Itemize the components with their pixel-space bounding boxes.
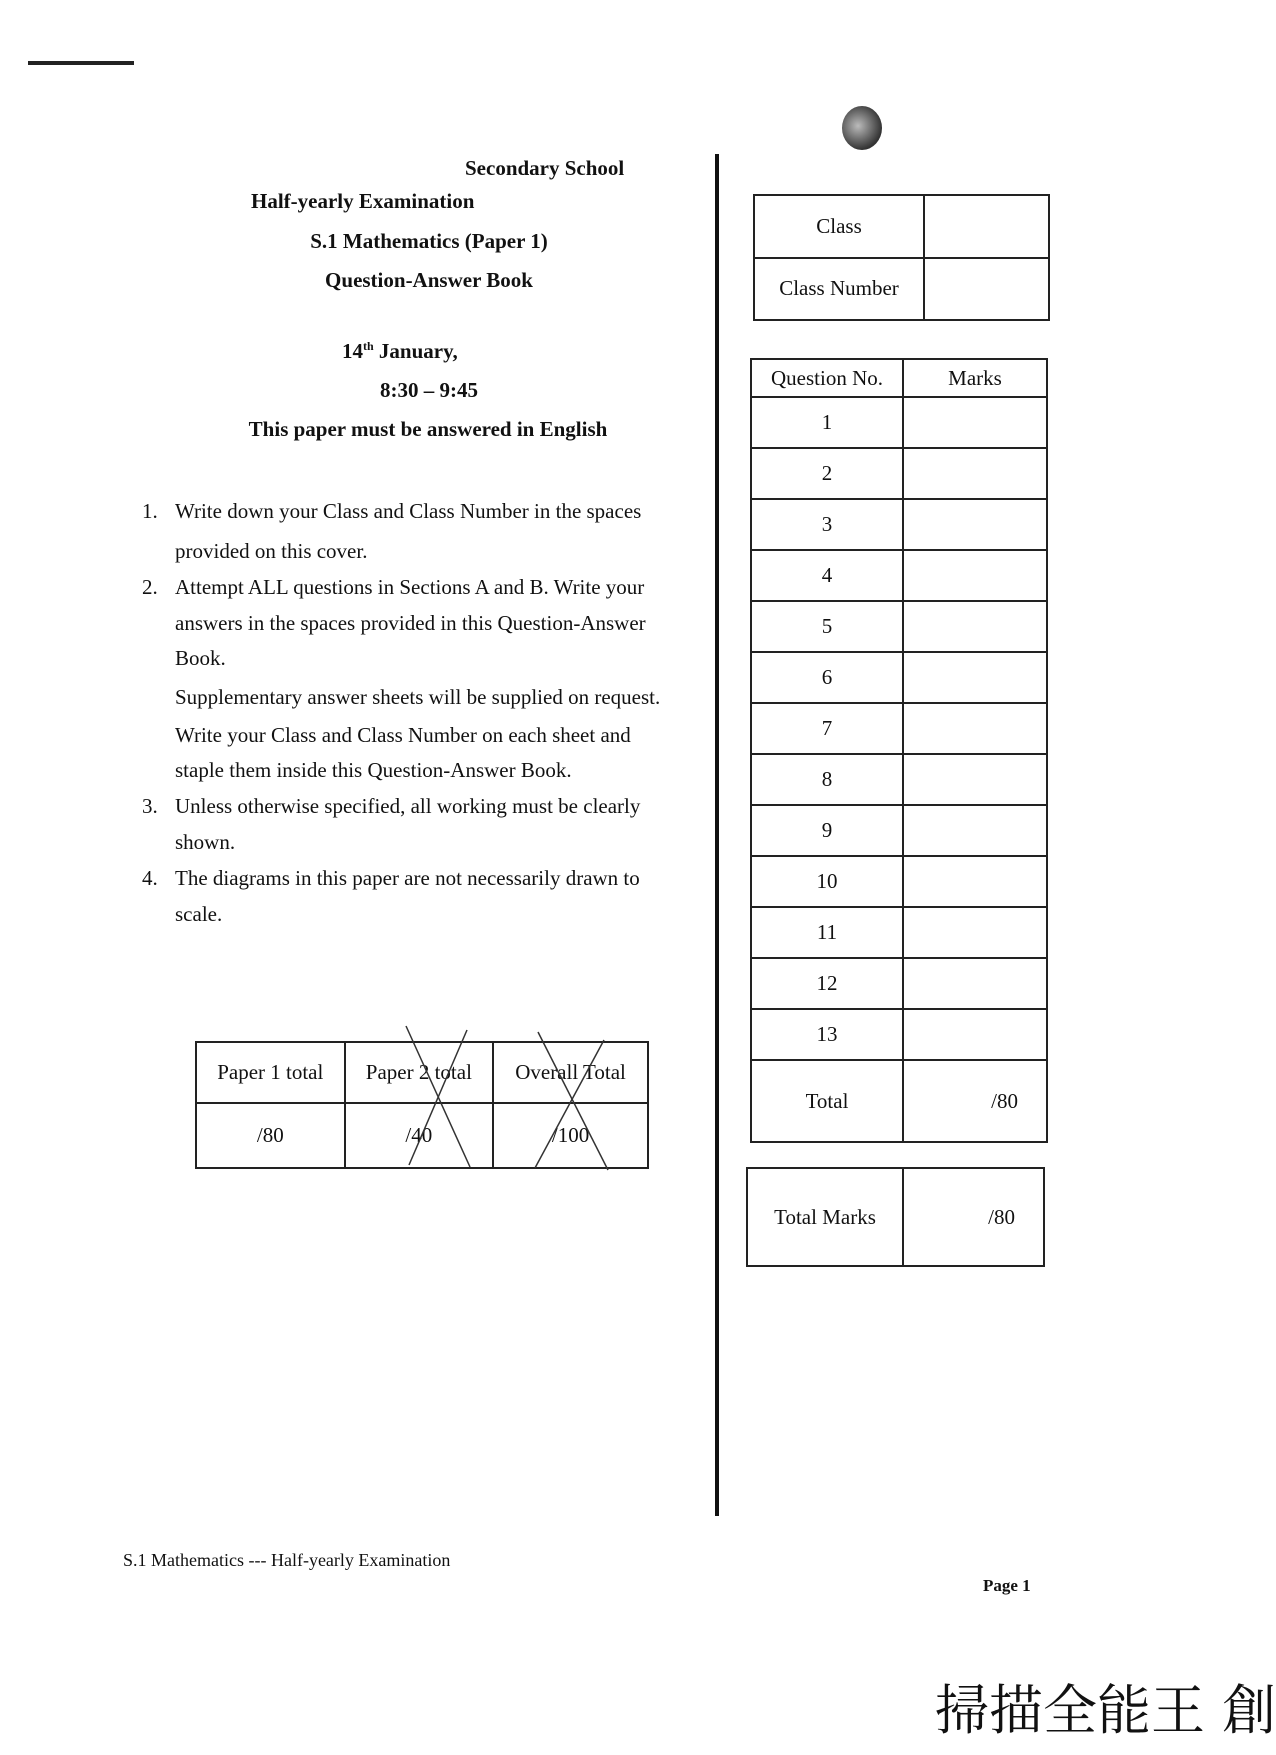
marks-field[interactable] [903,907,1047,958]
date-day: 14 [342,339,363,363]
question-number: 11 [751,907,903,958]
total-value: /80 [903,1060,1047,1142]
question-number: 5 [751,601,903,652]
instruction-line: Book. [175,646,226,670]
question-number: 10 [751,856,903,907]
instruction-line: Unless otherwise specified, all working must be clearly [175,794,641,818]
question-number: 7 [751,703,903,754]
instruction-line: The diagrams in this paper are not necessarily drawn to [175,866,640,890]
question-number: 12 [751,958,903,1009]
school-name: Secondary School [465,156,625,180]
date-sup: th [363,339,374,353]
question-row [751,652,1047,703]
marks-field[interactable] [903,805,1047,856]
marks-field[interactable] [903,550,1047,601]
instruction-line: Attempt ALL questions in Sections A and B. Write your [175,575,645,599]
question-number: 1 [751,397,903,448]
marks-field[interactable] [903,754,1047,805]
instruction-line: Write down your Class and Class Number in the spaces [175,499,642,523]
instruction-line: provided on this cover. [175,539,368,563]
page-number: Page 1 [983,1576,1031,1595]
marks-field[interactable] [903,958,1047,1009]
marks-field[interactable] [903,499,1047,550]
exam-time: 8:30 – 9:45 [380,378,478,402]
scanner-watermark: 掃描全能王 創 [935,1679,1276,1742]
class-label: Class [754,195,924,258]
question-no-header: Question No. [751,359,903,397]
class-number-label: Class Number [754,258,924,321]
footer-title: S.1 Mathematics --- Half-yearly Examination [123,1550,451,1570]
marks-header: Marks [903,359,1047,397]
question-row [751,958,1047,1009]
book-title: Question-Answer Book [325,268,533,292]
marks-field[interactable] [903,856,1047,907]
instruction-number: 1. [142,499,158,523]
question-row [751,907,1047,958]
question-number: 2 [751,448,903,499]
question-row [751,805,1047,856]
marks-table [750,358,1048,1143]
marks-field[interactable] [903,448,1047,499]
question-number: 9 [751,805,903,856]
marks-field[interactable] [903,397,1047,448]
question-number: 6 [751,652,903,703]
question-row [751,448,1047,499]
marks-field[interactable] [903,601,1047,652]
date-month: January, [378,339,458,363]
instruction-line: staple them inside this Question-Answer Book. [175,758,572,782]
subject: S.1 Mathematics (Paper 1) [310,229,548,253]
paper2-header: Paper 2 total [345,1042,494,1103]
class-number-field[interactable] [924,258,1049,321]
instruction-number: 3. [142,794,158,818]
instruction-line: scale. [175,902,223,926]
question-row [751,754,1047,805]
marks-field[interactable] [903,652,1047,703]
instruction-number: 2. [142,575,158,599]
question-row [751,550,1047,601]
total-row [751,1060,1047,1142]
overall-header: Overall Total [493,1042,648,1103]
total-marks-table [746,1167,1045,1267]
question-number: 13 [751,1009,903,1060]
question-row [751,601,1047,652]
question-row [751,499,1047,550]
paper1-value: /80 [196,1103,345,1168]
question-number: 3 [751,499,903,550]
instruction-line: answers in the spaces provided in this Question-Answer [175,611,646,635]
question-number: 4 [751,550,903,601]
question-row [751,856,1047,907]
class-field[interactable] [924,195,1049,258]
total-marks-value: /80 [903,1168,1044,1266]
instruction-line: Write your Class and Class Number on each sheet and [175,723,631,747]
marks-field[interactable] [903,1009,1047,1060]
instruction-number: 4. [142,866,158,890]
question-row [751,1009,1047,1060]
question-row [751,703,1047,754]
marks-field[interactable] [903,703,1047,754]
language-note: This paper must be answered in English [248,417,608,441]
question-row [751,397,1047,448]
exam-name: Half-yearly Examination [251,189,475,213]
paper1-header: Paper 1 total [196,1042,345,1103]
total-label: Total [751,1060,903,1142]
overall-value: /100 [493,1103,648,1168]
class-table [753,194,1050,321]
paper2-value: /40 [345,1103,494,1168]
instruction-line: Supplementary answer sheets will be supplied on request. [175,685,661,709]
total-marks-label: Total Marks [747,1168,903,1266]
question-number: 8 [751,754,903,805]
instruction-line: shown. [175,830,236,854]
